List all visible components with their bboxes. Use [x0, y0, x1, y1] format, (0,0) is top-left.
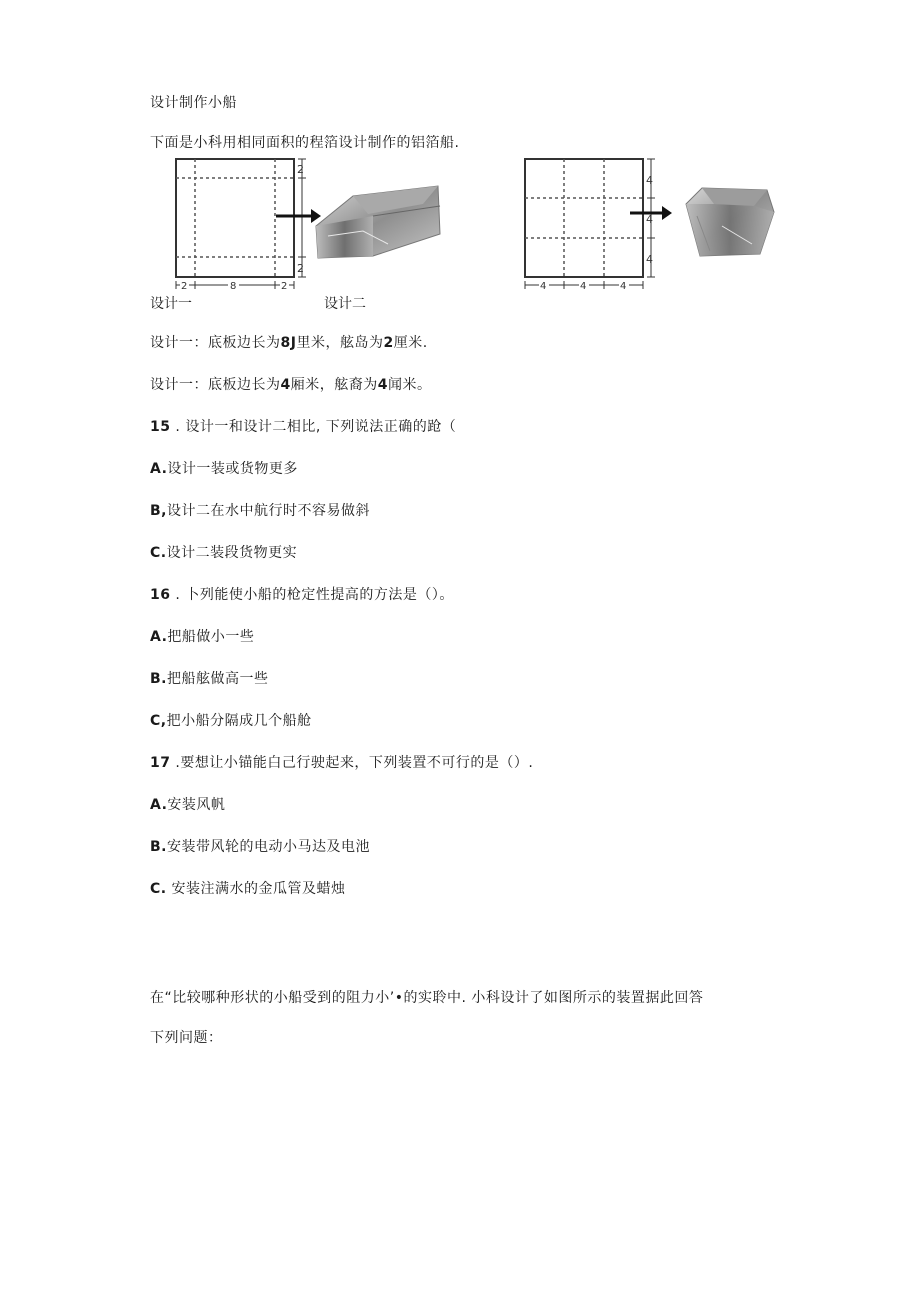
design2-figure	[522, 156, 780, 291]
design1-side-label-bottom: 2	[297, 262, 304, 275]
design1-bottom-label-3: 2	[281, 281, 288, 291]
intro-text: 下面是小科用相同面积的程箔设计制作的铝箔船.	[150, 135, 460, 151]
design2-bottom-label-1: 4	[540, 281, 547, 291]
design2-side-label-2: 4	[646, 213, 653, 226]
design1-sheet-outline	[176, 159, 294, 277]
design2-sheet-outline	[525, 159, 643, 277]
design2-bottom-label-3: 4	[620, 281, 627, 291]
foil-boat-flat-image	[316, 186, 440, 258]
design2-caption: 设计二	[324, 296, 366, 312]
section2-intro-line1: 在“比较哪种形状的小船受到的阻力小’•的实聆中. 小科设计了如图所示的装置据此回答	[150, 990, 704, 1006]
q15-option-a[interactable]: A.设计一装或货物更多	[150, 461, 298, 477]
q17-option-c[interactable]: C. 安装注满水的金瓜管及蜡烛	[150, 881, 346, 897]
design1-bottom-label-1: 2	[181, 281, 188, 291]
design1-description: 设计一：底板边长为8J里米，舷岛为2厘米.	[150, 335, 428, 351]
section2-intro-line2: 下列问题：	[150, 1030, 223, 1046]
design1-figure	[168, 156, 448, 291]
q17-option-b[interactable]: B.安装带风轮的电动小马达及电池	[150, 839, 370, 855]
question-16: 16 . 卜列能使小船的枪定性提高的方法是（）。	[150, 587, 454, 603]
design2-side-label-3: 4	[646, 253, 653, 266]
q15-option-b[interactable]: B,设计二在水中航行时不容易做斜	[150, 503, 370, 519]
q16-option-b[interactable]: B.把船舷做高一些	[150, 671, 269, 687]
question-17: 17 .要想让小锚能白己行驶起来，下列装置不可行的是（）.	[150, 755, 534, 771]
section-title: 设计制作小船	[150, 95, 237, 111]
design2-diagram	[522, 156, 780, 291]
design2-bottom-label-2: 4	[580, 281, 587, 291]
design2-side-label-1: 4	[646, 174, 653, 187]
q15-option-c[interactable]: C.设计二装段货物更实	[150, 545, 298, 561]
q16-option-a[interactable]: A.把船做小一些	[150, 629, 255, 645]
design1-caption: 设计一	[150, 296, 192, 312]
design1-side-label-top: 2	[297, 163, 304, 176]
q17-option-a[interactable]: A.安装风帆	[150, 797, 226, 813]
q16-option-c[interactable]: C,把小船分隔成几个船舱	[150, 713, 312, 729]
design1-diagram	[168, 156, 448, 291]
design1-bottom-label-2: 8	[230, 281, 237, 291]
question-15: 15 . 设计一和设计二相比, 下列说法正确的跄（	[150, 419, 457, 435]
foil-boat-box-image	[686, 188, 774, 256]
design2-description: 设计一：底板边长为4厢米，舷裔为4闻米。	[150, 377, 432, 393]
